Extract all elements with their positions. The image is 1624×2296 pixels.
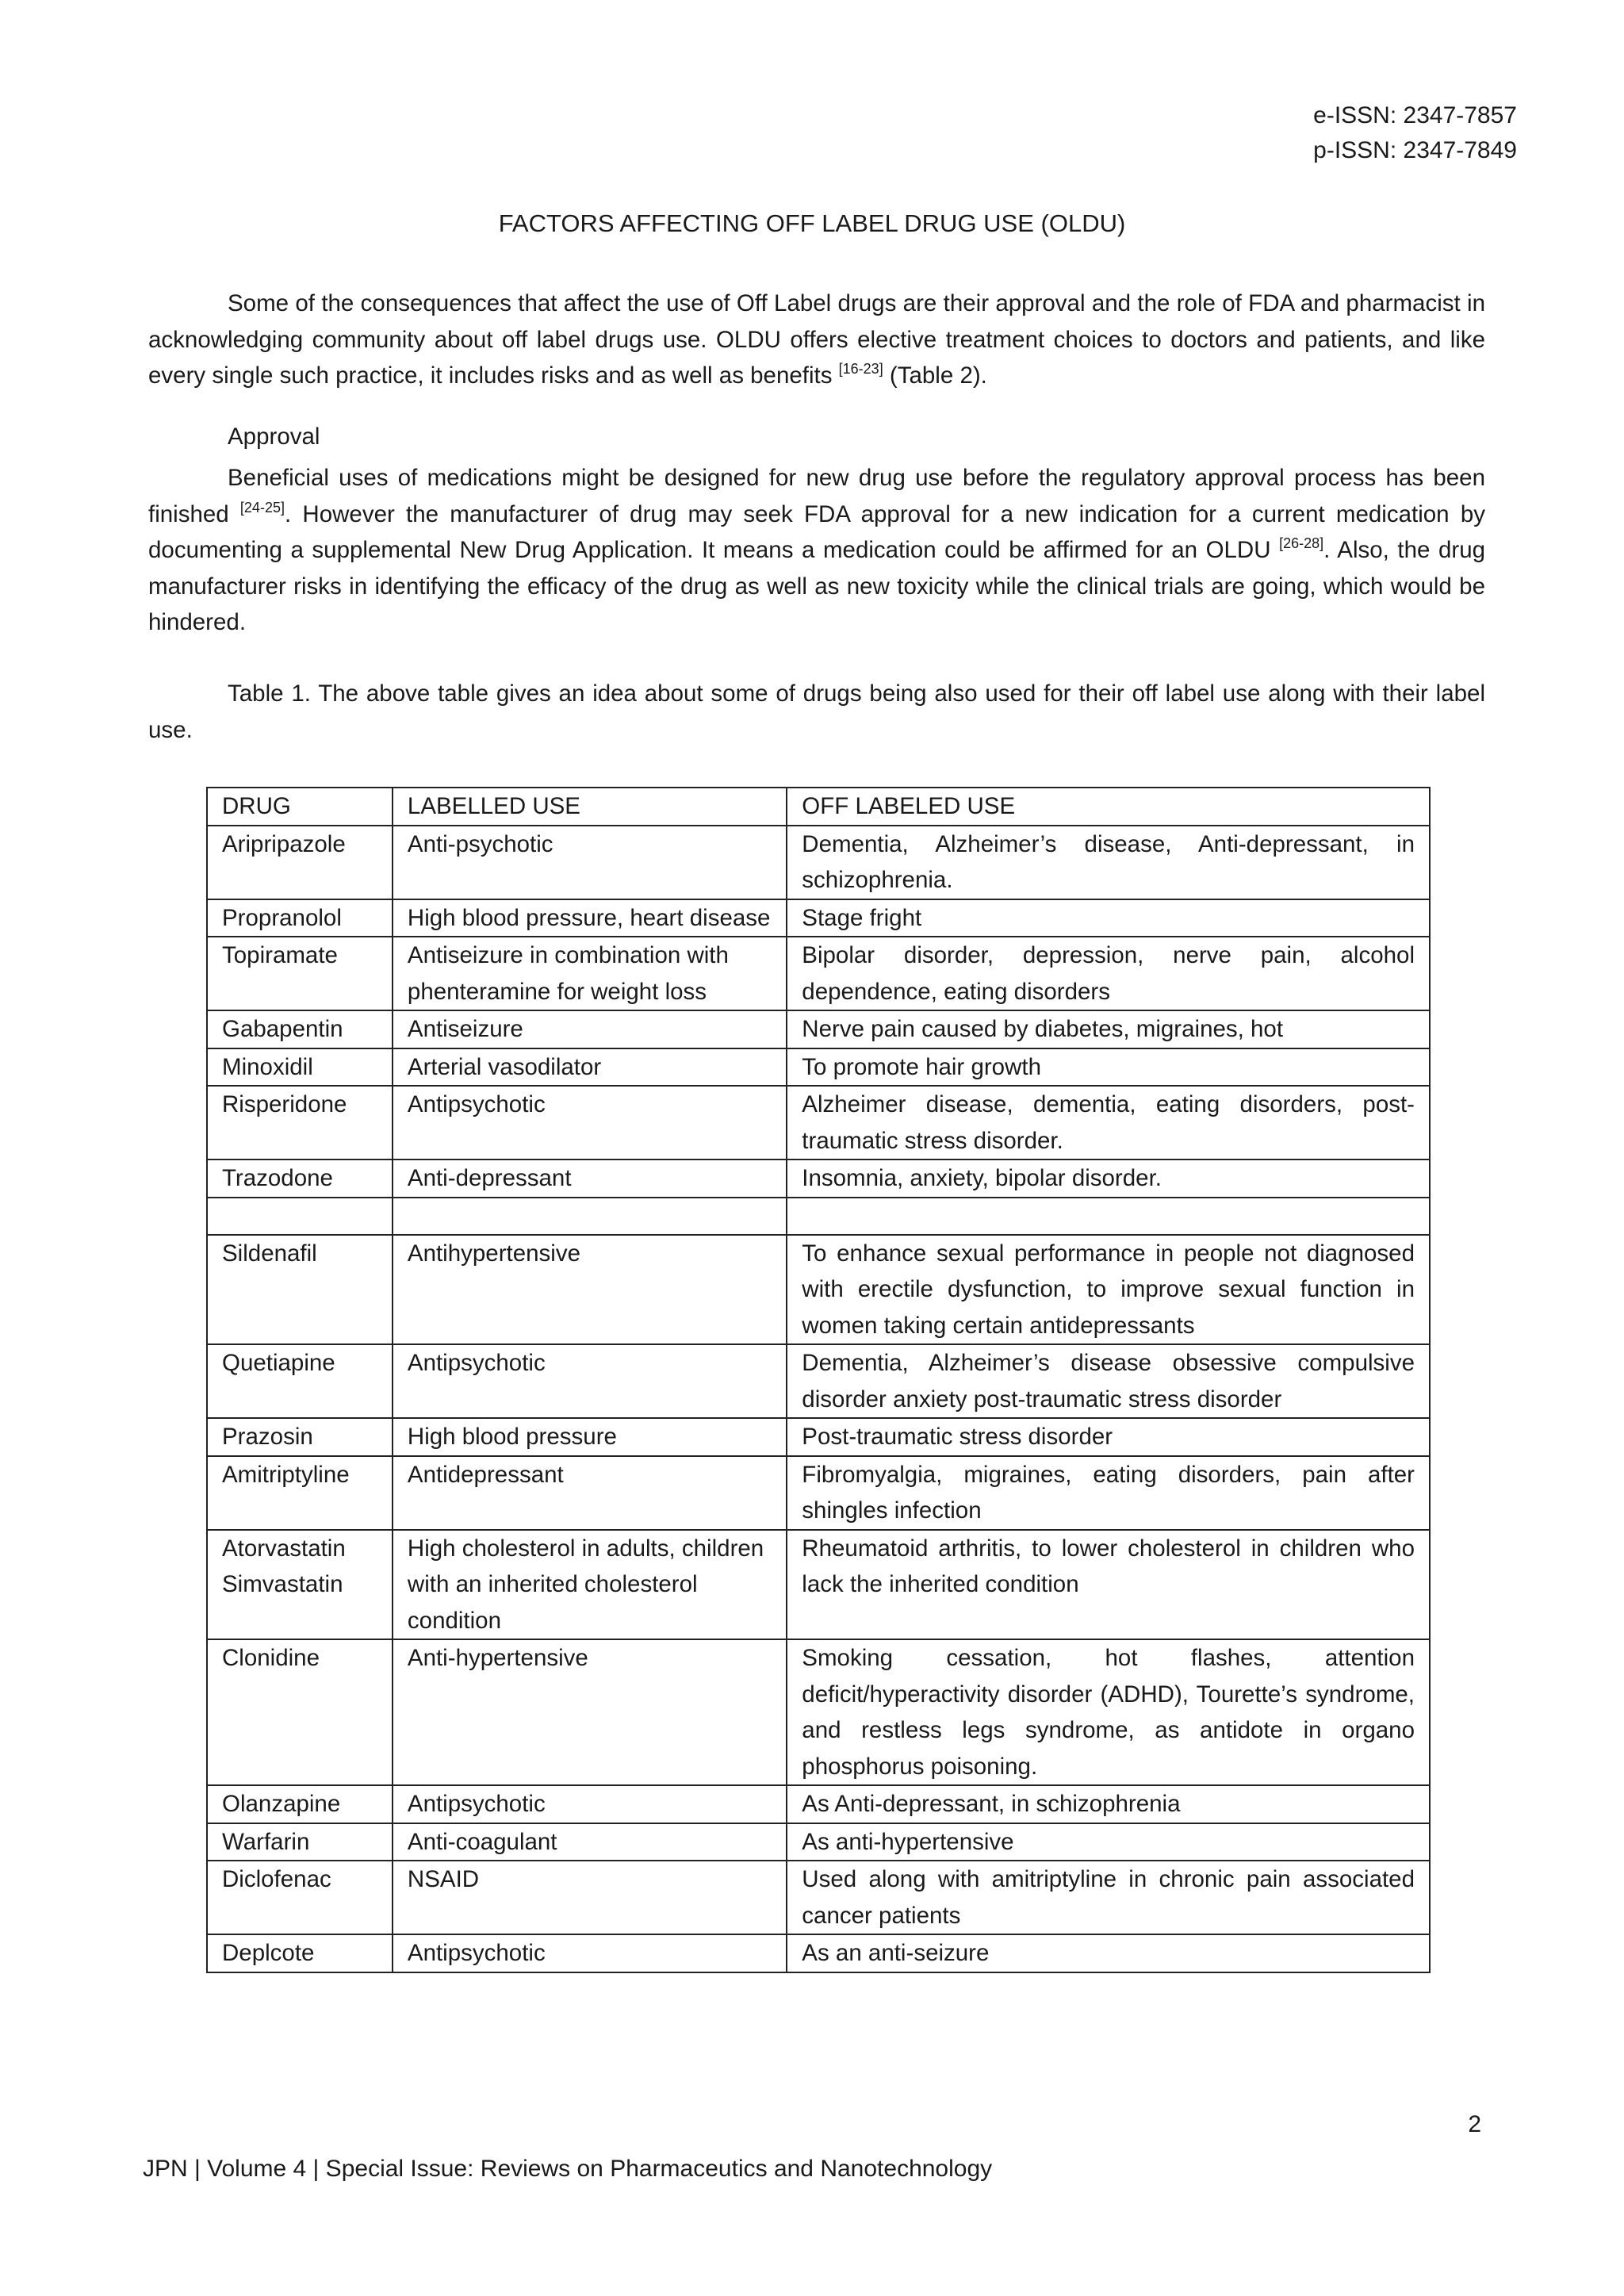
intro-citation: [16-23] — [838, 361, 883, 377]
drug-cell: Atorvastatin Simvastatin — [207, 1530, 393, 1640]
approval-paragraph — [148, 460, 1485, 641]
approval-text-3: . Also, the drug manufacturer risks in identifying the efficacy of the drug as well as new toxicity while the clinical trials are going, which would be hindered. — [148, 537, 1486, 635]
drug-cell: Minoxidil — [207, 1048, 393, 1087]
intro-paragraph — [148, 286, 1485, 394]
off-label-use-cell: Insomnia, anxiety, bipolar disorder. — [787, 1159, 1430, 1198]
off-label-use-cell: Post-traumatic stress disorder — [787, 1418, 1430, 1456]
drug-cell: Deplcote — [207, 1934, 393, 1972]
drug-table — [206, 787, 1431, 1973]
table-row — [207, 1823, 1430, 1861]
drug-cell — [207, 1198, 393, 1235]
labelled-use-cell: Anti-depressant — [393, 1159, 787, 1198]
table-row — [207, 1198, 1430, 1235]
section-title: FACTORS AFFECTING OFF LABEL DRUG USE (OLDU) — [498, 209, 1126, 237]
approval-text-1: Beneficial uses of medications might be designed for new drug use before the regulatory approval process has been finished — [148, 465, 1485, 527]
approval-citation-2: [26-28] — [1279, 535, 1324, 551]
table-row — [207, 1086, 1430, 1159]
table-row — [207, 1159, 1430, 1198]
labelled-use-cell: Anti-hypertensive — [393, 1639, 787, 1785]
eissn-label: e-ISSN: 2347-7857 — [1313, 102, 1517, 128]
page-number: 2 — [1468, 2111, 1481, 2137]
labelled-use-cell: Anti-coagulant — [393, 1823, 787, 1861]
off-label-use-cell — [787, 1198, 1430, 1235]
drug-cell: Prazosin — [207, 1418, 393, 1456]
table-caption-label: Table 1. — [228, 680, 311, 707]
drug-cell: Gabapentin — [207, 1010, 393, 1048]
table-row — [207, 1048, 1430, 1087]
drug-cell: Clonidine — [207, 1639, 393, 1785]
header-labelled-use: LABELLED USE — [393, 788, 787, 826]
table-row — [207, 1530, 1430, 1640]
off-label-use-cell: Bipolar disorder, depression, nerve pain, alcohol dependence, eating disorders — [787, 937, 1430, 1010]
off-label-use-cell: As anti-hypertensive — [787, 1823, 1430, 1861]
approval-text-2: . However the manufacturer of drug may seek FDA approval for a new indication for a current medication by documenting a supplemental New Drug Application. It means a medication could be affirmed for an OLDU — [148, 500, 1485, 563]
off-label-use-cell: Rheumatoid arthritis, to lower cholesterol in children who lack the inherited condition — [787, 1530, 1430, 1640]
labelled-use-cell: High cholesterol in adults, children with an inherited cholesterol condition — [393, 1530, 787, 1640]
intro-text: Some of the consequences that affect the use of Off Label drugs are their approval and the role of FDA and pharmacist in acknowledging community about off label drugs use. OLDU offers elective treatment choices to doctors and patients, and like every single such practice, it includes risks and as well as benefits — [148, 290, 1485, 389]
approval-citation-1: [24-25] — [239, 499, 285, 516]
off-label-use-cell: Dementia, Alzheimer’s disease obsessive compulsive disorder anxiety post-traumatic stress disorder — [787, 1344, 1430, 1418]
table-row — [207, 1934, 1430, 1972]
labelled-use-cell: NSAID — [393, 1861, 787, 1934]
drug-cell: Topiramate — [207, 937, 393, 1010]
drug-cell: Propranolol — [207, 899, 393, 937]
off-label-use-cell: Dementia, Alzheimer’s disease, Anti-depressant, in schizophrenia. — [787, 826, 1430, 899]
off-label-use-cell: As Anti-depressant, in schizophrenia — [787, 1785, 1430, 1823]
off-label-use-cell: Stage fright — [787, 899, 1430, 937]
table-row — [207, 1639, 1430, 1785]
drug-cell: Quetiapine — [207, 1344, 393, 1418]
header-off-labeled-use: OFF LABELED USE — [787, 788, 1430, 826]
table-row — [207, 937, 1430, 1010]
table-row — [207, 1418, 1430, 1456]
drug-cell: Diclofenac — [207, 1861, 393, 1934]
header-drug: DRUG — [207, 788, 393, 826]
table-row — [207, 899, 1430, 937]
labelled-use-cell — [393, 1198, 787, 1235]
table-caption-text: The above table gives an idea about some of drugs being also used for their off label use along with their label use. — [148, 680, 1485, 743]
off-label-use-cell: To promote hair growth — [787, 1048, 1430, 1087]
table-row — [207, 1235, 1430, 1345]
table-row — [207, 826, 1430, 899]
off-label-use-cell: Nerve pain caused by diabetes, migraines, hot — [787, 1010, 1430, 1048]
drug-cell: Amitriptyline — [207, 1456, 393, 1530]
drug-cell: Warfarin — [207, 1823, 393, 1861]
labelled-use-cell: Antipsychotic — [393, 1934, 787, 1972]
drug-cell: Sildenafil — [207, 1235, 393, 1345]
table-caption — [148, 676, 1485, 748]
pissn-label: p-ISSN: 2347-7849 — [1313, 137, 1517, 163]
table-header-row — [207, 788, 1430, 826]
table-body — [207, 826, 1430, 1972]
labelled-use-cell: Antidepressant — [393, 1456, 787, 1530]
table-row — [207, 1344, 1430, 1418]
off-label-use-cell: Smoking cessation, hot flashes, attention deficit/hyperactivity disorder (ADHD), Tourette’s syndrome, and restless legs syndrome, as antidote in organo phosphorus poisoning. — [787, 1639, 1430, 1785]
labelled-use-cell: Arterial vasodilator — [393, 1048, 787, 1087]
labelled-use-cell: Antipsychotic — [393, 1344, 787, 1418]
table-row — [207, 1456, 1430, 1530]
off-label-use-cell: To enhance sexual performance in people not diagnosed with erectile dysfunction, to improve sexual function in women taking certain antidepressants — [787, 1235, 1430, 1345]
labelled-use-cell: Antipsychotic — [393, 1785, 787, 1823]
drug-cell: Aripripazole — [207, 826, 393, 899]
table-row — [207, 1861, 1430, 1934]
labelled-use-cell: Antihypertensive — [393, 1235, 787, 1345]
off-label-use-cell: Fibromyalgia, migraines, eating disorders, pain after shingles infection — [787, 1456, 1430, 1530]
drug-cell: Risperidone — [207, 1086, 393, 1159]
labelled-use-cell: High blood pressure, heart disease — [393, 899, 787, 937]
off-label-use-cell: As an anti-seizure — [787, 1934, 1430, 1972]
off-label-use-cell: Used along with amitriptyline in chronic pain associated cancer patients — [787, 1861, 1430, 1934]
labelled-use-cell: Antiseizure — [393, 1010, 787, 1048]
labelled-use-cell: Antiseizure in combination with phenteramine for weight loss — [393, 937, 787, 1010]
approval-heading: Approval — [228, 424, 320, 450]
off-label-use-cell: Alzheimer disease, dementia, eating disorders, post-traumatic stress disorder. — [787, 1086, 1430, 1159]
labelled-use-cell: Anti-psychotic — [393, 826, 787, 899]
labelled-use-cell: Antipsychotic — [393, 1086, 787, 1159]
journal-footer: JPN | Volume 4 | Special Issue: Reviews on Pharmaceutics and Nanotechnology — [143, 2156, 993, 2182]
table-row — [207, 1785, 1430, 1823]
drug-cell: Trazodone — [207, 1159, 393, 1198]
table-row — [207, 1010, 1430, 1048]
drug-cell: Olanzapine — [207, 1785, 393, 1823]
intro-table-ref: (Table 2). — [883, 362, 987, 389]
labelled-use-cell: High blood pressure — [393, 1418, 787, 1456]
